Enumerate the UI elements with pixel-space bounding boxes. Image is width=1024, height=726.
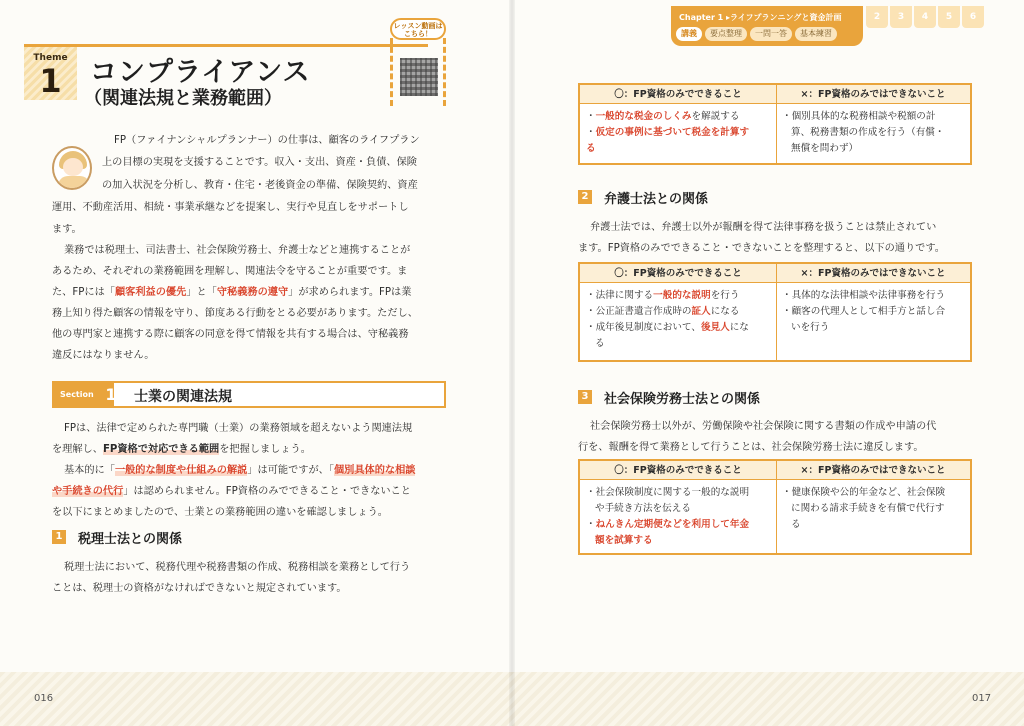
para2-line-1: 業務では税理士、司法書士、社会保険労務士、弁護士などと連携することが: [64, 245, 411, 256]
tax-table: [578, 83, 972, 165]
labor-table-head-cannot: ×：FP資格のみではできないこと: [776, 461, 970, 480]
chapter-tab-6[interactable]: 6: [962, 6, 984, 28]
tab-key-points[interactable]: 要点整理: [705, 27, 747, 41]
sub2-line-2: ます。FP資格のみでできること・できないことを整理すると、以下の通りです。: [578, 243, 945, 254]
section-line-4: や手続きの代行」は認められません。FP資格のみでできること・できないこと: [52, 486, 411, 497]
highlight-fp-scope: FP資格で対応できる範囲: [102, 444, 220, 455]
emphasis-specific-consult: 個別具体的な相談: [333, 465, 416, 476]
theme-number: 1: [39, 62, 62, 100]
labor-table-can: ・社会保険制度に関する一般的な説明 や手続き方法を伝える ・ねんきん定期便などを利用して年金 額を試算する: [586, 487, 750, 546]
intro-line-5: ます。: [52, 224, 82, 235]
page-subtitle: （関連法規と業務範囲）: [84, 88, 282, 109]
emphasis-general-explanation: 一般的な制度や仕組みの解説: [114, 465, 248, 476]
labor-table-cannot: ・健康保険や公的年金など、社会保険 に関わる請求手続きを有償で代行す る: [782, 487, 946, 530]
section-line-2: を理解し、FP資格で対応できる範囲を把握しましょう。: [52, 444, 311, 455]
qr-code-icon[interactable]: [400, 58, 438, 96]
lesson-video-label: [390, 18, 446, 40]
chapter-tab-4[interactable]: 4: [914, 6, 936, 28]
tax-table-head-can: 〇：FP資格のみでできること: [580, 85, 776, 104]
lawyer-table: [578, 262, 972, 362]
sub2-title: 弁護士法との関係: [604, 192, 709, 207]
para2-line-2: あるため、それぞれの業務範囲を理解し、関連法令を守ることが重要です。ま: [52, 266, 408, 277]
theme-badge: [24, 44, 77, 100]
para2-line-4: 務上知り得た顧客の情報を守り、節度ある行動をとる必要があります。ただし、: [52, 308, 418, 319]
section-header: [52, 381, 446, 408]
section-line-3: 基本的に「一般的な制度や仕組みの解説」は可能ですが、「個別具体的な相談: [64, 465, 416, 476]
section-tag: Section: [54, 383, 114, 406]
emphasis-confidentiality: 守秘義務の遵守: [216, 287, 289, 298]
tab-lecture[interactable]: 講義: [676, 27, 702, 41]
intro-line-3: の加入状況を分析し、教育・住宅・老後資金の準備、保険契約、資産: [102, 180, 418, 191]
sub2-number: 2: [578, 190, 592, 204]
page-number-right: 017: [972, 693, 992, 704]
labor-table: [578, 459, 972, 555]
page-number-left: 016: [34, 693, 54, 704]
book-gutter: [509, 0, 515, 726]
section-line-5: を以下にまとめましたので、士業との業務範囲の違いを確認しましょう。: [52, 507, 388, 518]
intro-line-4: 運用、不動産活用、相続・事業承継などを提案し、実行や見直しをサポートし: [52, 202, 409, 213]
sub3-line-2: 行を、報酬を得て業務として行うことは、社会保険労務士法に違反します。: [578, 442, 924, 453]
chapter-tab-5[interactable]: 5: [938, 6, 960, 28]
chapter-tab-2[interactable]: 2: [866, 6, 888, 28]
para2-line-5: 他の専門家と連携する際に顧客の同意を得て情報を共有する場合は、守秘義務: [52, 329, 409, 340]
tab-practice[interactable]: 基本練習: [795, 27, 837, 41]
chapter-nav: [671, 6, 863, 46]
para2-line-6: 違反にはなりません。: [52, 350, 155, 361]
sub3-title: 社会保険労務士法との関係: [604, 392, 761, 407]
theme-top-rule: [24, 44, 428, 47]
intro-line-2: 上の目標の実現を支援することです。収入・支出、資産・負債、保険: [102, 157, 417, 168]
sub3-line-1: 社会保険労務士以外が、労働保険や社会保険に関する書類の作成や申請の代: [590, 421, 937, 432]
sub3-number: 3: [578, 390, 592, 404]
lawyer-table-can: ・法律に関する一般的な説明を行う ・公正証書遺言作成時の証人になる ・成年後見制度において、後見人にな る: [586, 290, 749, 349]
intro-line-1: FP（ファイナンシャルプランナー）の仕事は、顧客のライフプラン: [114, 135, 420, 146]
lesson-video-label-line1: レッスン動画は: [393, 22, 443, 30]
sub1-title: 税理士法との関係: [78, 532, 183, 547]
section-number: 1: [105, 385, 117, 404]
instructor-avatar: [52, 146, 92, 190]
lawyer-table-cannot: ・具体的な法律相談や法律事務を行う ・顧客の代理人として相手方と話し合 いを行う: [782, 290, 946, 333]
theme-label: Theme: [33, 53, 68, 63]
lawyer-table-head-cannot: ×：FP資格のみではできないこと: [776, 264, 970, 283]
chapter-label: Chapter 1 ▸ライフプランニングと資金計画: [679, 13, 842, 22]
sub1-line-1: 税理士法において、税務代理や税務書類の作成、税務相談を業務として行う: [64, 562, 411, 573]
tax-table-cannot: ・個別具体的な税務相談や税額の計 算、税務書類の作成を行う（有償・ 無償を問わず）: [782, 111, 945, 154]
sub1-number: 1: [52, 530, 66, 544]
emphasis-client-interest: 顧客利益の優先: [114, 287, 187, 298]
tax-table-can: ・一般的な税金のしくみを解説する ・仮定の事例に基づいて税金を計算す る: [586, 111, 750, 154]
lawyer-table-head-can: 〇：FP資格のみでできること: [580, 264, 776, 283]
lesson-video-label-line2: こちら！: [404, 30, 432, 38]
sub1-line-2: ことは、税理士の資格がなければできないと規定されています。: [52, 583, 347, 594]
page-title: コンプライアンス: [90, 57, 311, 88]
sub2-line-1: 弁護士法では、弁護士以外が報酬を得て法律事務を扱うことは禁止されてい: [590, 222, 937, 233]
labor-table-head-can: 〇：FP資格のみでできること: [580, 461, 776, 480]
tax-table-head-cannot: ×：FP資格のみではできないこと: [776, 85, 970, 104]
chapter-tab-3[interactable]: 3: [890, 6, 912, 28]
tab-qa[interactable]: 一問一答: [750, 27, 792, 41]
section-line-1: FPは、法律で定められた専門職（士業）の業務領域を超えないよう関連法規: [64, 423, 413, 434]
section-title: 士業の関連法規: [134, 389, 232, 405]
para2-line-3: た、FPには「顧客利益の優先」と「守秘義務の遵守」が求められます。FPは業: [52, 287, 412, 298]
